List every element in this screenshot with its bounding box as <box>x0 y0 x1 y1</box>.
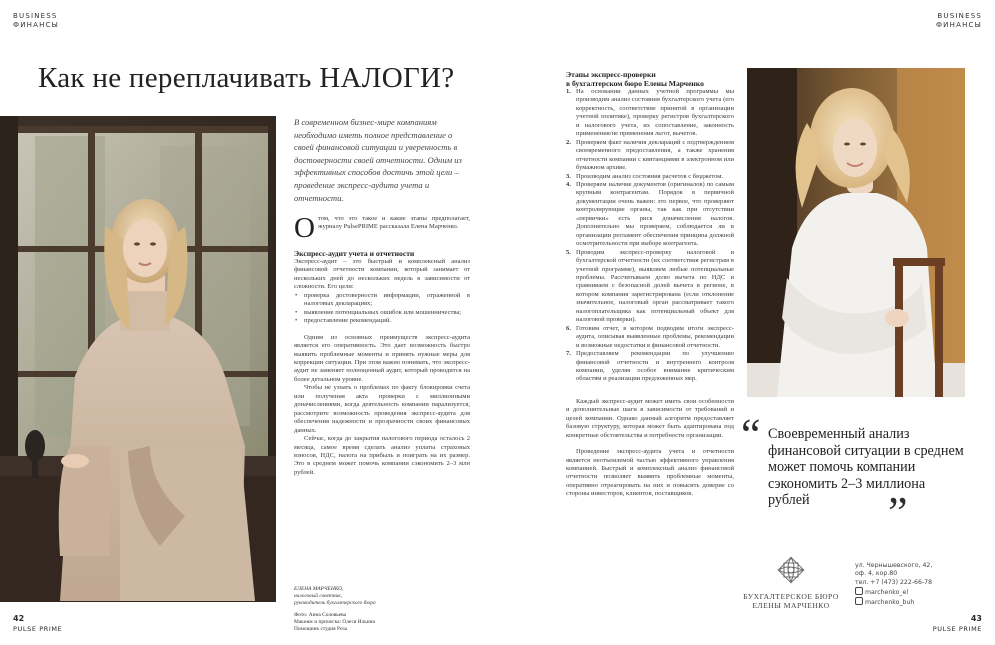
contact-instagram-2 <box>855 597 975 607</box>
list-item: • предоставление рекомендаций. <box>304 317 470 325</box>
magazine-name-left: PULSE PRIME <box>13 625 63 633</box>
photo-illustration-right <box>747 68 965 397</box>
photo-credits <box>294 612 454 633</box>
stage-text: Проверяем наличие документов (оригиналов) по самым крупным контрагентам. Порядок в первичной документации очень важен: это первое, что проверяют контролирующие органы, так как при отсутствии «первички» есть риск доначисления налогов. Дополнительно мы проверяем, соблюдается ли в организации регламент обеспечения принципа должной осмотрительности при выборе контрагента. <box>576 180 734 248</box>
stage-text: На основании данных учетной программы мы производим анализ состояния бухгалтерского учета (его корректность, соответствие принятой в организации учетной политике), проверку регистров бухгалтерского и налогового учета, их сопоставление, законность применения/не применения льгот, вычетов. <box>576 88 734 138</box>
author-signature <box>294 586 454 607</box>
instagram-icon <box>855 597 863 605</box>
lotus-logo-icon <box>773 552 809 588</box>
section-kicker-left <box>13 12 59 30</box>
drop-cap: О <box>294 212 315 244</box>
stage-text: Проверяем факт наличия деклараций с подтверждением своевременного предоставления, а также хранения отчетности компании с квитанциями в электронном или бумажном архиве. <box>576 138 734 172</box>
instagram-handle-2: marchenko_buh <box>865 599 915 607</box>
kicker-finance: ФИНАНСЫ <box>13 21 60 29</box>
section-heading-express-audit: Экспресс-аудит учета и отчетности <box>294 249 415 258</box>
contact-office: оф. 4, кор.80 <box>855 570 898 578</box>
list-item: • выявление потенциальных ошибок или мошенничества; <box>304 309 470 317</box>
stage-number: 4. <box>566 180 571 188</box>
photo-illustration-left <box>0 116 276 602</box>
intro-text: том, что это такое и какие этапы предполагает, журналу PulsePRIME рассказала Елена Марченко. <box>317 215 470 231</box>
stages-heading-1: Этапы экспресс-проверки <box>566 70 656 79</box>
stages-list <box>566 88 734 384</box>
contact-phone: тел. +7 (473) 222-66-78 <box>855 578 933 586</box>
page-number-left: 42 <box>13 614 25 623</box>
credit-makeup: Макияж и прическа: Олеся Ильина <box>294 619 375 625</box>
portrait-photo-left <box>0 116 276 602</box>
goals-list <box>294 292 470 326</box>
magazine-name-right: PULSE PRIME <box>932 625 982 633</box>
stage-number: 5. <box>566 248 571 256</box>
contact-instagram-1 <box>855 587 975 597</box>
logo-line-2: ЕЛЕНЫ МАРЧЕНКО <box>752 601 830 610</box>
section-paragraph-4: Сейчас, когда до закрытия налогового периода осталось 2 месяца, самое время сделать анализ уплаты страховых взносов, НДС, налога на прибыль и поиграть на их размер. Это в среднем может помочь компании сэкономить 2–3 млн рублей. <box>294 435 470 476</box>
stage-number: 6. <box>566 324 571 332</box>
article-column-left <box>294 212 470 477</box>
stage-number: 7. <box>566 350 571 358</box>
credit-photo: Фото: Анна Соловьева <box>294 612 346 618</box>
section-paragraph-3: Чтобы не узнать о проблемах по факту блокировки счета или получения акта проверки с миллионными доначислениями, когда деятельность компании парализуется, рассмотрите возможность проведения экспресс-аудита для обеспечения надежности и прозрачности своих финансовых данных. <box>294 384 470 434</box>
lead-paragraph: В современном бизнес-мире компаниям необходимо иметь полное представление о своей финансовой ситуации и уверенность в достоверности своей отчетности. Одним из эффективных способов достичь этой цели – проведение экспресс-аудита учета и отчетности. <box>294 117 462 203</box>
author-name: ЕЛЕНА МАРЧЕНКО, <box>294 586 344 592</box>
quote-close-mark: ” <box>888 488 908 537</box>
stage-text: Проводим экспресс-проверку налоговой и бухгалтерской отчетности (их соответствия регистрам в учетной программе), выявляем любые потенциальные проблемы. Рассчитываем долю вычета по НДС и сравниваем с безопасной долей вычета в регионе, в котором компания зарегистрирована (если отклонение значительное, налоговый орган рассматривает такого налогоплательщика как потенциальный объект для налоговой проверки). <box>576 248 734 324</box>
list-item: • проверка достоверности информации, отраженной в налоговых декларациях; <box>304 292 470 309</box>
closing-paragraph-1: Каждый экспресс-аудит может иметь свои особенности и дополнительные шаги в зависимости от требований и целей компании. Однако данный алгоритм предоставляет базовую структуру, которая может быть адаптирована под конкретные обстоятельства и потребности организации. <box>566 397 734 439</box>
stages-heading-2: в бухгалтерском бюро Елены Марченко <box>566 79 704 88</box>
stage-text: Готовим отчет, в котором подводим итоги экспресс-аудита, описывая выявленные проблемы, рекомендации и возможные недостатки в финансовой отчетности. <box>576 324 734 349</box>
author-role-2: руководитель бухгалтерского бюро <box>294 600 376 606</box>
list-item <box>566 350 734 384</box>
kicker-business: BUSINESS <box>937 12 982 20</box>
closing-paragraph-2: Проведение экспресс-аудита учета и отчетности является неотъемлемой частью эффективного управления компанией. Быстрый и комплексный анализ финансовой отчетности позволяет выявить проблемные моменты, оперативно отреагировать на них и повысить доверие со стороны инвесторов, клиентов, поставщиков. <box>566 448 734 498</box>
kicker-finance: ФИНАНСЫ <box>935 21 982 29</box>
list-item <box>566 138 734 173</box>
instagram-handle-1: marchenko_el <box>865 588 909 596</box>
section-kicker-right <box>936 12 982 30</box>
quote-open-mark: “ <box>741 410 761 459</box>
instagram-icon <box>855 587 863 595</box>
stage-number: 3. <box>566 172 571 180</box>
page-number-right: 43 <box>970 614 982 623</box>
section-paragraph-2: Одним из основных преимуществ экспресс-аудита является его оперативность. Это дает возможность быстро выявить проблемные моменты и принять нужные меры для коррекции ситуации. При этом важно понимать, что экспресс-аудит не заменяет полноценный аудит, который проводится на более детальном уровне. <box>294 333 470 383</box>
list-item <box>566 248 734 325</box>
list-item <box>566 172 734 181</box>
page-title: Как не переплачивать НАЛОГИ? <box>38 62 455 94</box>
stage-number: 2. <box>566 138 571 146</box>
list-item <box>566 324 734 350</box>
company-logo <box>742 552 840 610</box>
stage-text: Производим анализ состояния расчетов с бюджетом. <box>576 172 724 180</box>
contact-address: ул. Чернышевского, 42, <box>855 562 933 569</box>
portrait-photo-right <box>747 68 965 397</box>
stage-text: Предоставляем рекомендации по улучшению финансовой отчетности и внутреннего контроля компании, уделяя особое внимание критическим областям и реализации предложенных мер. <box>576 350 734 383</box>
logo-line-1: БУХГАЛТЕРСКОЕ БЮРО <box>743 592 839 601</box>
kicker-business: BUSINESS <box>13 12 58 20</box>
pull-quote: Своевременный анализ финансовой ситуации в среднем может помочь компании сэкономить 2–3 миллиона рублей <box>768 426 964 509</box>
section-paragraph-1: Экспресс-аудит – это быстрый и комплексный анализ финансовой отчетности компании, который занимает от нескольких дней до нескольких недель в зависимости от сложности. Его цели: <box>294 258 470 291</box>
article-column-right <box>566 70 734 499</box>
list-item <box>566 88 734 139</box>
list-item <box>566 180 734 249</box>
author-role-1: налоговый советник, <box>294 593 343 599</box>
contacts-block <box>855 562 975 607</box>
credit-studio: Помощник студия Роза <box>294 626 348 632</box>
intro-paragraph <box>294 212 470 244</box>
stage-number: 1. <box>566 88 571 95</box>
